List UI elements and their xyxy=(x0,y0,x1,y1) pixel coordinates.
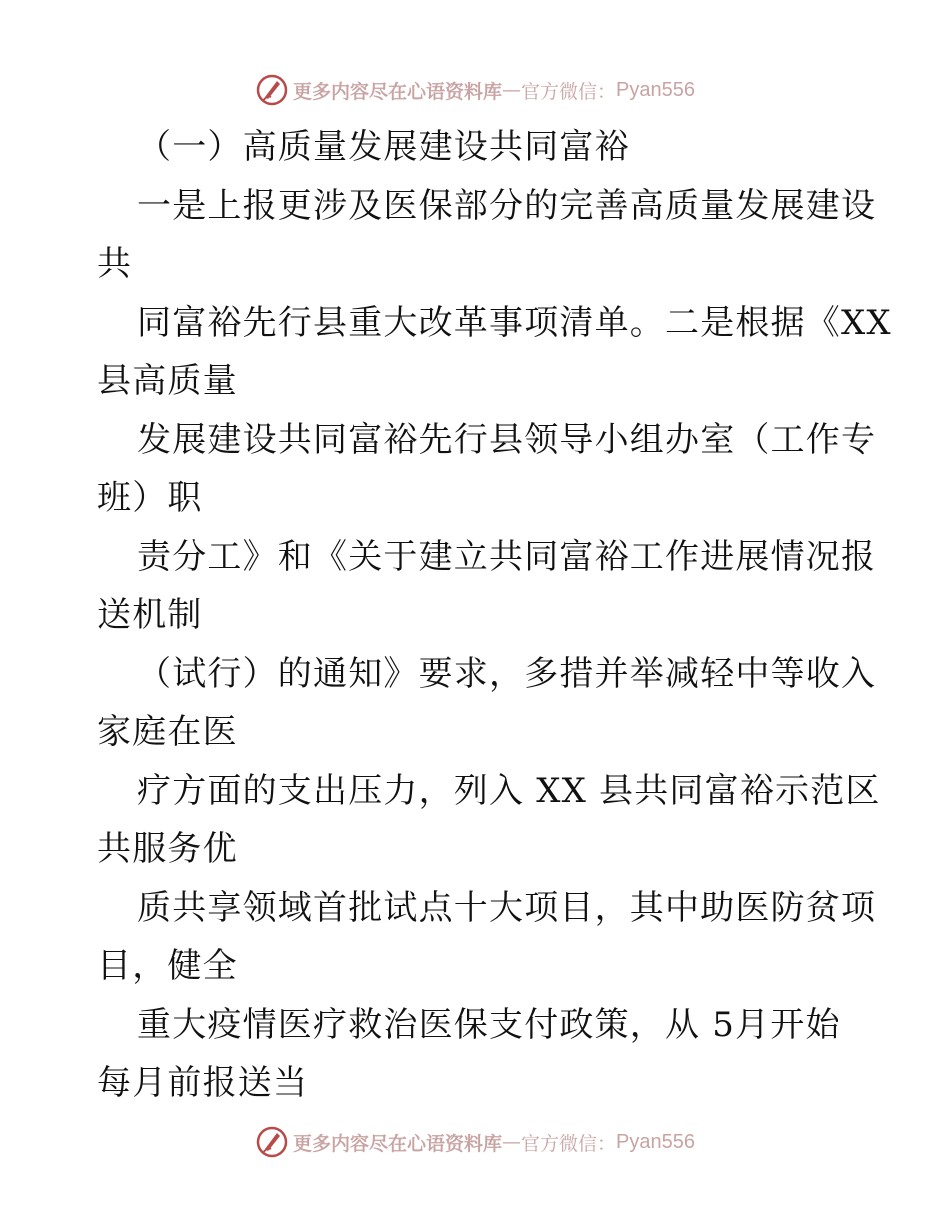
header-watermark xyxy=(0,70,950,110)
text-line: 共服务优 xyxy=(97,829,238,869)
text-line: 目，健全 xyxy=(97,946,238,986)
text-line: 质共享领域首批试点十大项目，其中助医防贫项 xyxy=(137,887,877,928)
text-line: 送机制 xyxy=(97,595,203,635)
text-line: 共 xyxy=(97,244,133,284)
text-line: 县高质量 xyxy=(97,361,238,401)
footer-watermark xyxy=(0,1122,950,1162)
watermark-label: 官方微信： xyxy=(521,1132,617,1155)
watermark-text: 更多内容尽在心语资料库 xyxy=(293,80,503,103)
watermark-separator: — xyxy=(502,79,522,101)
text-line: 疗方面的支出压力，列入 XX 县共同富裕示范区 xyxy=(137,770,881,811)
watermark-wechat-id: Pyan556 xyxy=(616,78,695,101)
text-line: 重大疫情医疗救治医保支付政策，从 5月开始 xyxy=(137,1004,841,1045)
watermark-label: 官方微信： xyxy=(521,80,617,103)
text-line: （试行）的通知》要求，多措并举减轻中等收入 xyxy=(137,653,877,694)
text-line: 每月前报送当 xyxy=(97,1063,309,1103)
watermark-logo-icon xyxy=(255,73,289,107)
text-line: 班）职 xyxy=(97,478,203,518)
text-line: 责分工》和《关于建立共同富裕工作进展情况报 xyxy=(137,536,877,577)
section-heading: （一）高质量发展建设共同富裕 xyxy=(137,127,630,167)
watermark-separator: — xyxy=(502,1131,522,1153)
watermark-wechat-id: Pyan556 xyxy=(616,1130,695,1153)
text-line: 同富裕先行县重大改革事项清单。二是根据《XX xyxy=(137,302,892,343)
watermark-logo-icon xyxy=(255,1125,289,1159)
document-body xyxy=(97,118,892,1113)
text-line: 发展建设共同富裕先行县领导小组办室（工作专 xyxy=(137,419,877,460)
text-line: 一是上报更涉及医保部分的完善高质量发展建设 xyxy=(137,185,877,226)
text-line: 家庭在医 xyxy=(97,712,238,752)
watermark-text: 更多内容尽在心语资料库 xyxy=(293,1132,503,1155)
